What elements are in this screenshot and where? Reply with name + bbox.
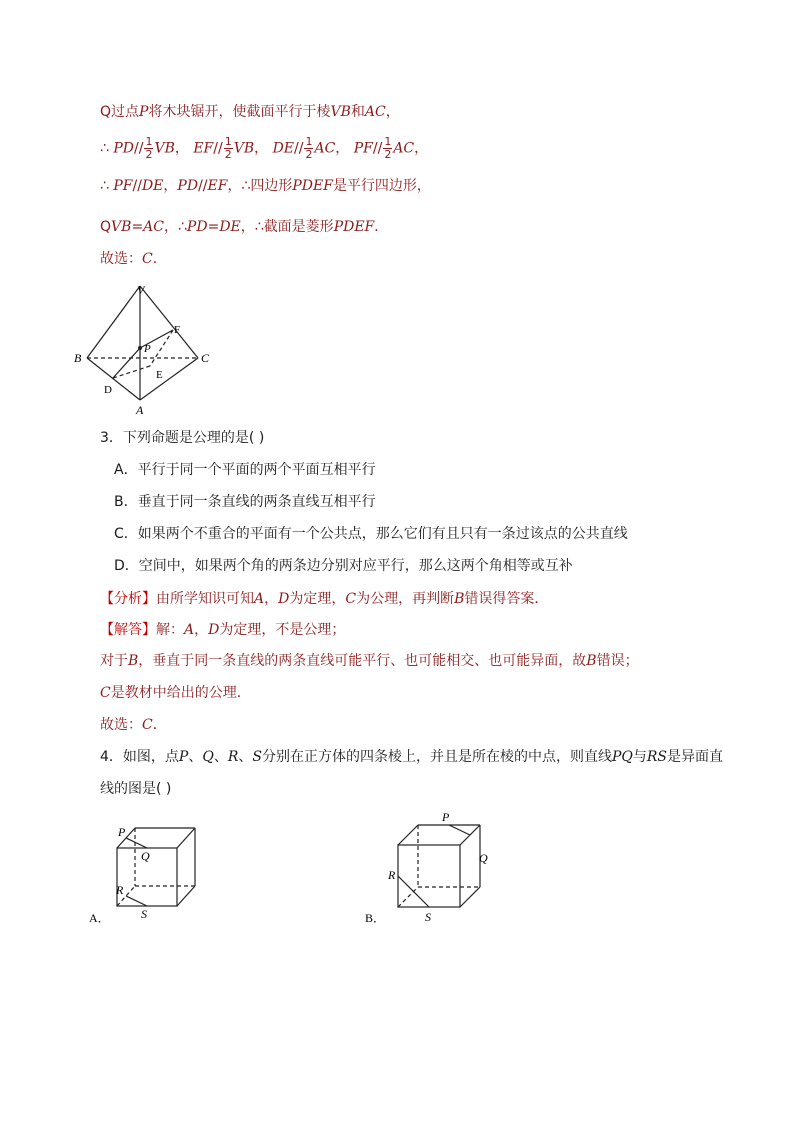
q3-stem: 3．下列命题是公理的是( ) [100,430,265,446]
q4-stem-line-2: 线的图是( ) [100,781,172,797]
point-label-p: P [144,343,151,355]
cube-figure-a [85,818,225,928]
fraction-half: $\frac{1}{2}$ [145,135,153,161]
figure-caption-b: B． [365,911,386,925]
solution-line-4: QVB=AC，∴PD=DE，∴截面是菱形PDEF． [100,219,389,235]
q3-solution: 【解答】解：A，D为定理，不是公理； [100,622,346,638]
answer-line: 故选：C． [100,251,167,267]
fraction-half: $\frac{1}{2}$ [224,135,232,161]
point-label-r: R [116,883,124,897]
point-label-d: D [104,384,112,396]
point-label-q: Q [479,851,488,865]
point-label-e: E [156,369,163,381]
pyramid-figure [70,278,220,418]
fraction-half: $\frac{1}{2}$ [305,135,313,161]
cube-figure-b [362,810,502,930]
vertex-label-b: B [74,351,82,365]
q3-analysis: 【分析】由所学知识可知A，D为定理，C为公理，再判断B错误得答案． [100,591,549,607]
point-label-p: P [118,825,126,839]
q3-answer: 故选：C． [100,717,167,733]
solution-line-2: ∴ PD// $\frac{1}{2}$ VB， EF// $\frac{1}{2}$ VB， DE// $\frac{1}{2}$ AC， PF// $\frac{1}{2}$ AC， [100,135,429,161]
solution-line-1: Q过点P将木块锯开，使截面平行于棱VB和AC， [100,104,400,120]
vertex-label-v: V [137,283,145,297]
q3-option-a: A．平行于同一个平面的两个平面互相平行 [114,462,376,478]
point-label-q: Q [141,849,150,863]
q3-option-d: D．空间中，如果两个角的两条边分别对应平行，那么这两个角相等或互补 [114,558,573,574]
q3-option-c: C．如果两个不重合的平面有一个公共点，那么它们有且只有一条过该点的公共直线 [114,526,628,542]
vertex-label-c: C [201,351,210,365]
point-label-p: P [442,810,450,824]
q3-solution-line-2: 对于B，垂直于同一条直线的两条直线可能平行、也可能相交、也可能异面，故B错误； [100,653,639,669]
q4-stem-line-1: 4．如图，点P、Q、R、S分别在正方体的四条棱上，并且是所在棱的中点，则直线PQ与RS是异面直 [100,749,724,765]
fraction-half: $\frac{1}{2}$ [384,135,392,161]
vertex-label-a: A [136,403,144,417]
solution-line-3: ∴ PF//DE，PD//EF，∴四边形PDEF是平行四边形， [100,178,431,194]
point-label-s: S [141,907,147,921]
q3-option-b: B．垂直于同一条直线的两条直线互相平行 [114,494,376,510]
q3-solution-line-3: C是教材中给出的公理． [100,685,251,701]
point-label-f: F [174,324,181,336]
point-label-r: R [388,868,396,882]
point-label-s: S [425,910,431,924]
figure-caption-a: A． [89,911,110,925]
